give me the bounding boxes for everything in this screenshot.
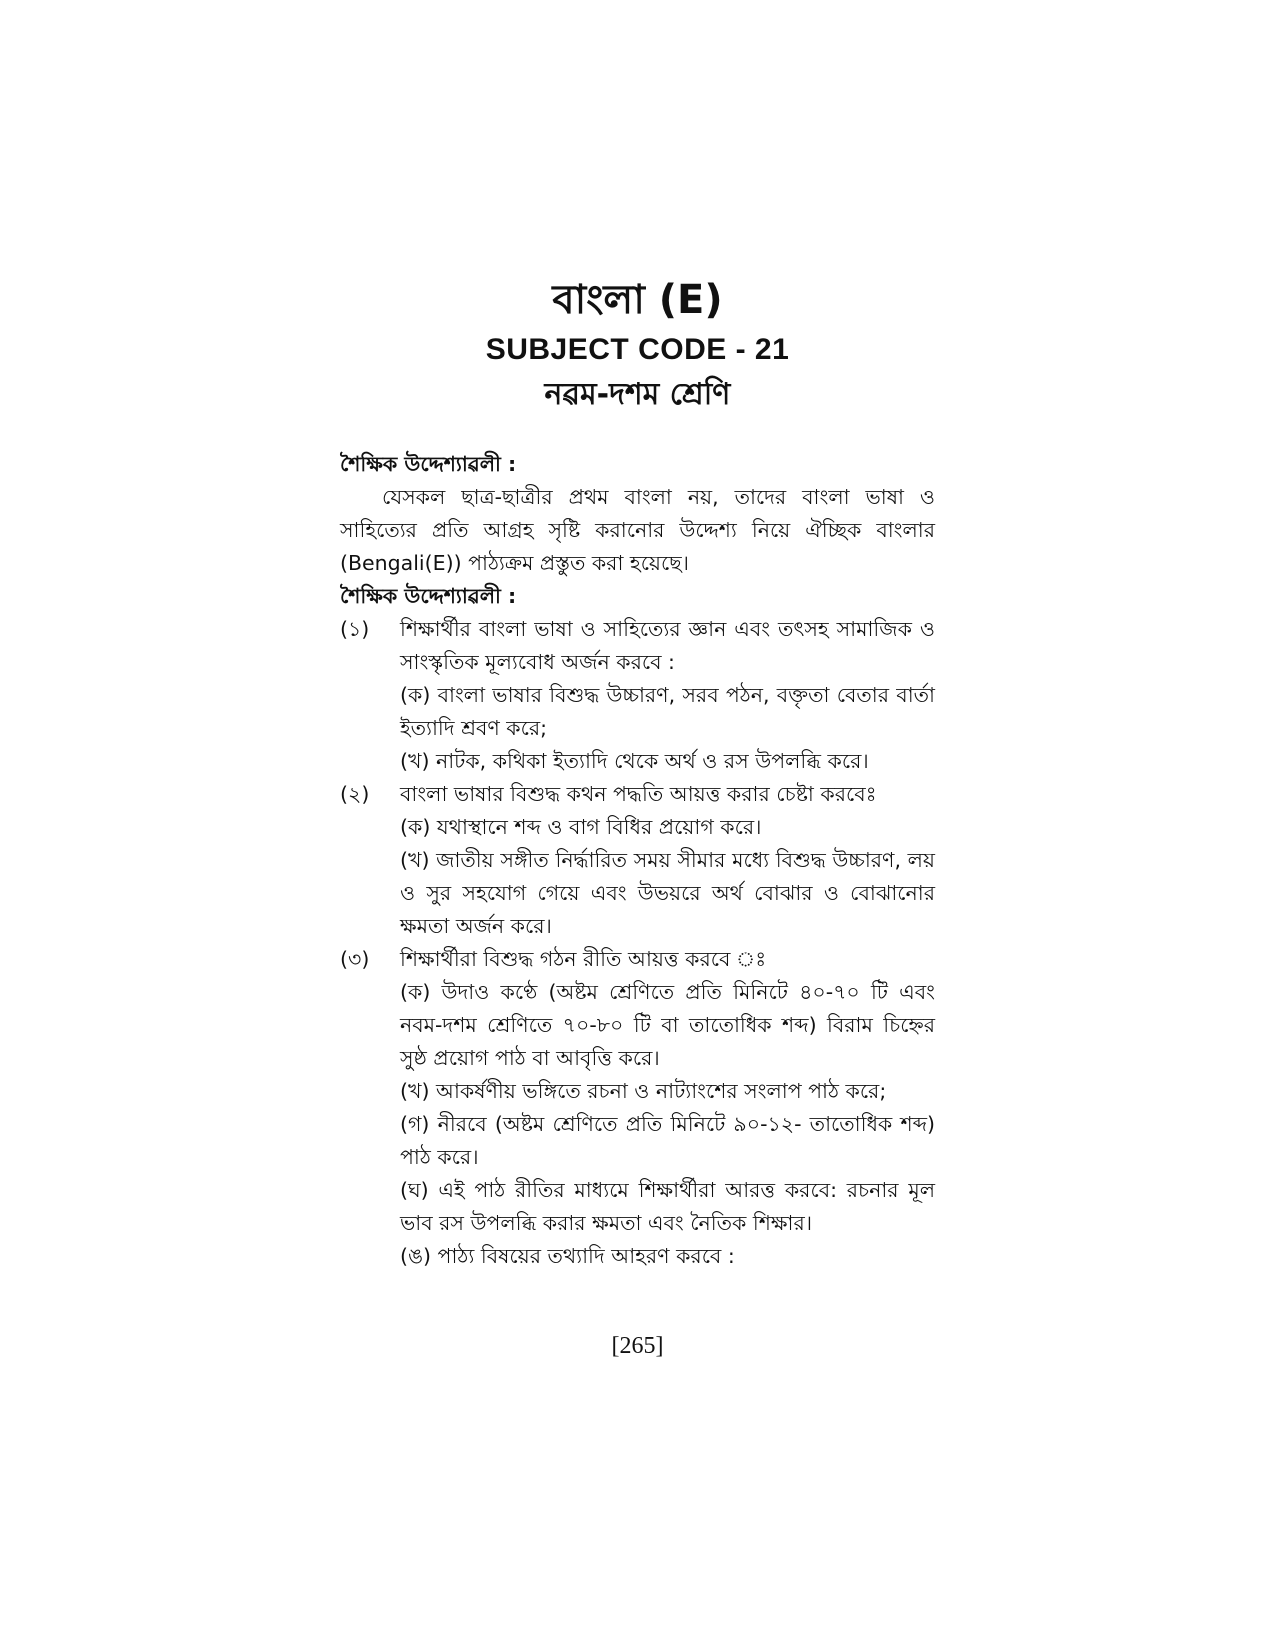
sub-item: (গ) নীরবে (অষ্টম শ্রেণিতে প্রতি মিনিটে ৯০-১২- তাতোধিক শব্দ) পাঠ করে। <box>400 1112 935 1169</box>
item-number: (২) <box>340 782 370 806</box>
document-body <box>340 448 935 1273</box>
item-text: বাংলা ভাষার বিশুদ্ধ কথন পদ্ধতি আয়ত্ত করার চেষ্টা করবেঃ <box>400 782 877 806</box>
item-number: (১) <box>340 617 370 641</box>
objectives-heading-1: শৈক্ষিক উদ্দেশ্যাৱলী : <box>340 452 517 476</box>
item-text: শিক্ষার্থীরা বিশুদ্ধ গঠন রীতি আয়ত্ত করবে ঃ <box>400 947 767 971</box>
objective-item-3 <box>340 943 935 1273</box>
subject-code: SUBJECT CODE - 21 <box>485 333 790 366</box>
page-number: [265] <box>611 1333 664 1359</box>
item-text: শিক্ষার্থীর বাংলা ভাষা ও সাহিত্যের জ্ঞান এবং তৎসহ সামাজিক ও সাংস্কৃতিক মূল্যবোধ অর্জন করবে : <box>400 617 935 674</box>
subject-title: বাংলা (E) <box>552 277 723 323</box>
objective-item-1 <box>340 613 935 778</box>
sub-item: (ক) যথাস্থানে শব্দ ও বাগ বিধির প্রয়োগ করে। <box>400 815 762 839</box>
intro-paragraph: যেসকল ছাত্র-ছাত্রীর প্রথম বাংলা নয়, তাদের বাংলা ভাষা ও সাহিত্যের প্রতি আগ্রহ সৃষ্টি করানোর উদ্দেশ্য নিয়ে ঐচ্ছিক বাংলার (Bengali(E)) পাঠ্যক্রম প্রস্তুত করা হয়েছে। <box>340 485 935 575</box>
item-number: (৩) <box>340 947 370 971</box>
objectives-heading-2: শৈক্ষিক উদ্দেশ্যাৱলী : <box>340 584 517 608</box>
class-line: নৱম-দশম শ্রেণি <box>544 377 731 412</box>
sub-item: (খ) জাতীয় সঙ্গীত নির্দ্ধারিত সময় সীমার মধ্যে বিশুদ্ধ উচ্চারণ, লয় ও সুর সহযোগ গেয়ে এবং উভয়রে অর্থ বোঝার ও বোঝানোর ক্ষমতা অর্জন করে। <box>400 848 935 938</box>
sub-item: (ক) উদাও কণ্ঠে (অষ্টম শ্রেণিতে প্রতি মিনিটে ৪০-৭০ টি এবং নবম-দশম শ্রেণিতে ৭০-৮০ টি বা তাতোধিক শব্দ) বিরাম চিহ্নের সুষ্ঠ প্রয়োগ পাঠ বা আবৃত্তি করে। <box>400 980 935 1070</box>
sub-item: (ঘ) এই পাঠ রীতির মাধ্যমে শিক্ষার্থীরা আরত্ত করবে: রচনার মূল ভাব রস উপলব্ধি করার ক্ষমতা এবং নৈতিক শিক্ষার। <box>400 1178 935 1235</box>
sub-item: (ঙ) পাঠ্য বিষয়ের তথ্যাদি আহরণ করবে : <box>400 1244 735 1268</box>
sub-item: (খ) নাটক, কথিকা ইত্যাদি থেকে অর্থ ও রস উপলব্ধি করে। <box>400 749 869 773</box>
sub-item: (ক) বাংলা ভাষার বিশুদ্ধ উচ্চারণ, সরব পঠন, বক্তৃতা বেতার বার্তা ইত্যাদি শ্রবণ করে; <box>400 683 935 740</box>
sub-item: (খ) আকর্ষণীয় ভঙ্গিতে রচনা ও নাট্যাংশের সংলাপ পাঠ করে; <box>400 1079 887 1103</box>
objective-item-2 <box>340 778 935 943</box>
